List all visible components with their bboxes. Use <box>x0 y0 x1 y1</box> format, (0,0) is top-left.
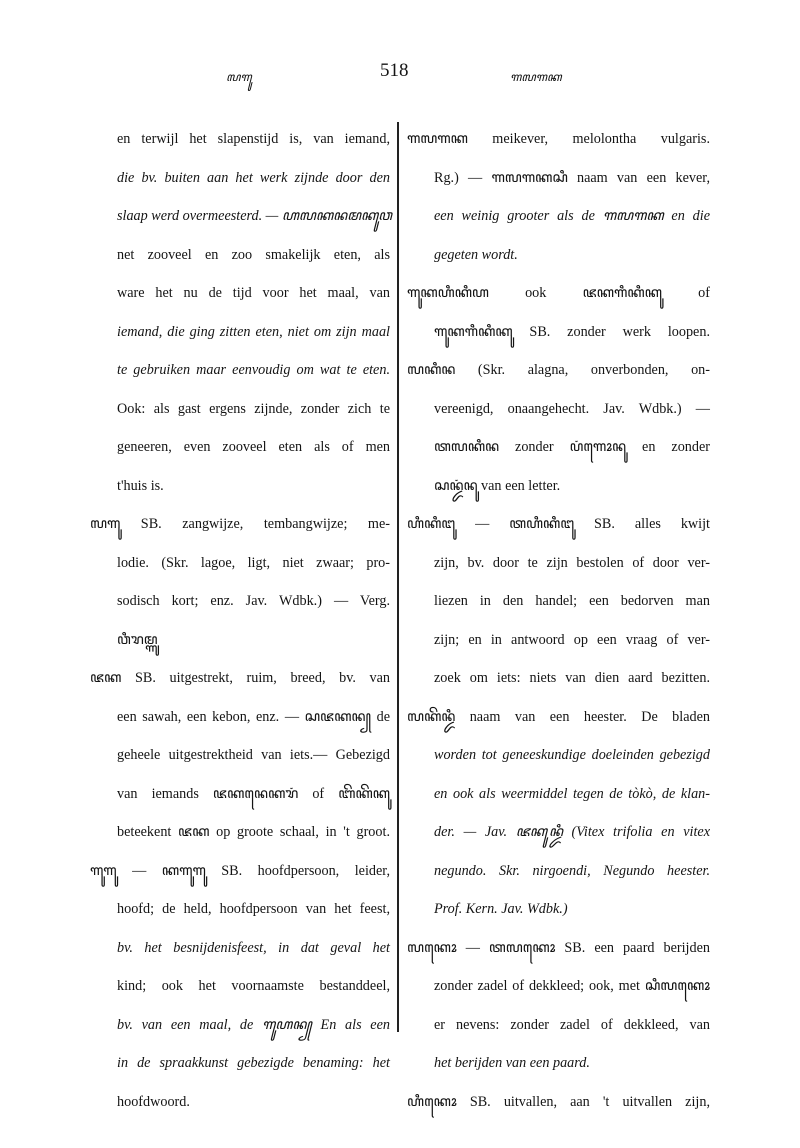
text-line: iemand, die ging zitten eten, niet om zijn maal <box>117 323 390 340</box>
text-line: geneeren, even zooveel eten als of men <box>117 439 390 455</box>
text-line: geheele uitgestrektheid van iets.— Gebezigd <box>117 747 390 763</box>
dictionary-entry-start: ꦒꦸꦒꦸ — ꦏꦒꦸꦒꦸ SB. hoofdpersoon, leider, <box>90 862 390 879</box>
text-line: en terwijl het slapenstijd is, van iemand, <box>117 131 390 147</box>
text-line: te gebruiken maar eenvoudig om wat te eten. <box>117 362 390 378</box>
text-line: Rg.) — ꦒꦭꦒꦏꦱꦶ naam van een kever, <box>434 169 710 186</box>
text-line: worden tot geneeskundige doeleinden gebezigd <box>434 747 710 763</box>
text-line: een weinig grooter als de ꦒꦭꦒꦏ en die <box>434 208 710 224</box>
text-line: sodisch kort; enz. Jav. Wdbk.) — Verg. <box>117 593 390 609</box>
text-line: van iemands ꦗꦏꦤꦺꦏꦫꦁ of ꦧꦼꦏꦼꦏꦸ <box>117 785 390 802</box>
text-line: in de spraakkunst gebezigde benaming: het <box>117 1055 390 1071</box>
left-column <box>90 120 390 1121</box>
dictionary-entry-start: ꦗꦏ SB. uitgestrekt, ruim, breed, bv. van <box>90 670 390 686</box>
text-line: die bv. buiten aan het werk zijnde door den <box>117 169 390 186</box>
dictionary-entry-start: ꦭꦏꦶꦤ (Skr. alagna, onverbonden, on- <box>407 362 710 378</box>
text-line: ꦮꦶꦫꦩ꧀ꦒꦸ <box>117 631 158 648</box>
text-line: ware het nu de tijd voor het maal, van <box>117 285 390 301</box>
text-line: liezen in den handel; een bedorven man <box>434 593 710 609</box>
dictionary-entry-start: ꦒꦭꦒꦏ meikever, melolontha vulgaris. <box>407 131 710 147</box>
text-line: slaap werd overmeesterd. — ꦲꦭꦏꦤꦩꦏꦸꦮ <box>117 208 392 224</box>
text-line: ꦱꦤ꧀ꦢꦁꦤꦸ van een letter. <box>434 477 561 494</box>
text-line: ꦒꦸꦏꦒꦶꦏꦶꦏꦸ SB. zonder werk loopen. <box>434 323 710 340</box>
text-line: negundo. Skr. nirgoendi, Negundo heester. <box>434 862 710 879</box>
dictionary-entry-start: ꦭꦏꦺꦴ — ꦠꦭꦏꦺꦴ SB. een paard berijden <box>407 939 710 956</box>
text-line: der. — Jav. ꦗꦏꦸꦤ꧀ꦢꦶ (Vitex trifolia en vitex <box>434 824 710 840</box>
text-line: vereenigd, onaangehecht. Jav. Wdbk.) — <box>434 400 710 417</box>
text-line: bv. het besnijdenisfeest, in dat geval het <box>117 939 390 956</box>
text-line: hoofd; de held, hoofdpersoon van het feest, <box>117 901 390 917</box>
text-line: Prof. Kern. Jav. Wdbk.) <box>434 901 568 917</box>
text-line: er nevens: zonder zadel of dekkleed, van <box>434 1016 710 1033</box>
text-line: beteekent ꦗꦏ op groote schaal, in 't groot. <box>117 824 390 840</box>
text-line: Ook: als gast ergens zijnde, zonder zich te <box>117 400 390 417</box>
text-line: ꦠꦭꦏꦶꦤ zonder ꦥꦁꦒꦺꦴꦤꦸ en zonder <box>434 439 710 455</box>
column-divider <box>397 122 399 1032</box>
text-line: bv. van een maal, de ꦒꦸꦲꦤ꧀ En als een <box>117 1016 390 1033</box>
text-line: zonder zadel of dekkleed; ook, met ꦱꦶꦭꦏꦺꦴ <box>434 978 710 994</box>
text-line: kind; ook het voornaamste bestanddeel, <box>117 978 390 994</box>
dictionary-entry-start: ꦒꦸꦏꦲꦶꦏꦶꦲ ook ꦗꦏꦒꦶꦏꦶꦏꦸ of <box>407 285 710 301</box>
dictionary-entry-start: ꦲꦶꦏꦶꦔꦸ — ꦠꦲꦶꦏꦶꦔꦸ SB. alles kwijt <box>407 516 710 532</box>
text-line: net zooveel en zoo smakelijk eten, als <box>117 246 390 263</box>
right-catchword: ꦒꦭꦒꦏ <box>510 70 562 84</box>
text-line: lodie. (Skr. lagoe, ligt, niet zwaar; pro- <box>117 554 390 571</box>
text-line: een sawah, een kebon, enz. — ꦱꦗꦏꦤ꧀ de <box>117 708 390 725</box>
page-number: 518 <box>380 60 409 81</box>
text-line: het berijden van een paard. <box>434 1055 590 1071</box>
left-catchword: ꦭꦒꦸ <box>226 70 252 84</box>
dictionary-entry-start: ꦲꦶꦏꦺꦴ SB. uitvallen, aan 't uitvallen zijn, <box>407 1093 710 1110</box>
right-column <box>407 120 710 1121</box>
dictionary-entry-start: ꦭꦏꦼꦤ꧀ꦢꦶ naam van een heester. De bladen <box>407 708 710 725</box>
dictionary-entry-start: ꦭꦒꦸ SB. zangwijze, tembangwijze; me- <box>90 516 390 532</box>
text-line: t'huis is. <box>117 477 164 494</box>
text-line: en ook als weermiddel tegen de tòkò, de klan- <box>434 785 710 802</box>
text-line: zoek om iets: niets van dien aard bezitten. <box>434 670 710 686</box>
text-line: hoofdwoord. <box>117 1093 190 1110</box>
text-line: gegeten wordt. <box>434 246 518 263</box>
text-line: zijn; en in antwoord op een vraag of ver- <box>434 631 710 648</box>
page-header <box>0 60 800 90</box>
text-line: zijn, bv. door te zijn bestolen of door ver- <box>434 554 710 571</box>
